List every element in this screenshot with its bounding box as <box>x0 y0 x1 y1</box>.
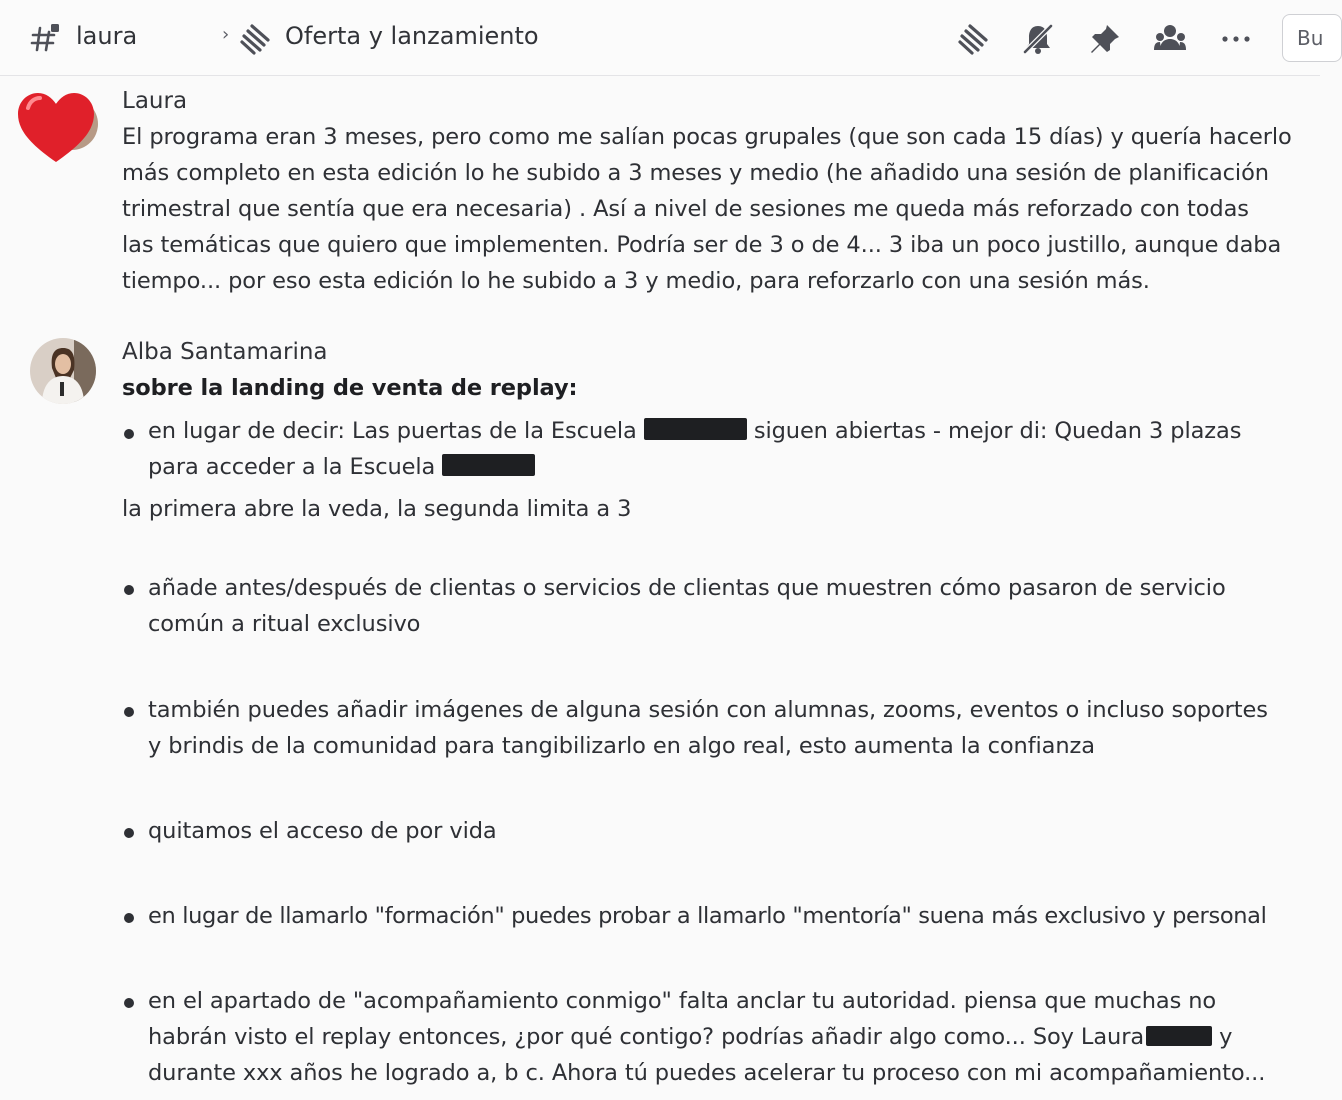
user-avatar[interactable] <box>30 338 96 404</box>
channel-name[interactable]: laura <box>76 22 138 50</box>
bullet-icon <box>124 707 134 717</box>
search-placeholder: Bu <box>1297 26 1324 50</box>
message-heading: sobre la landing de venta de replay: <box>122 375 578 401</box>
message-text-line: más completo en esta edición lo he subido a 3 meses y medio (he añadido una sesión de planificación <box>122 160 1269 186</box>
list-item: en lugar de llamarlo "formación" puedes probar a llamarlo "mentoría" suena más exclusivo y personal <box>148 903 1267 929</box>
breadcrumb-chevron-icon: › <box>222 24 230 45</box>
list-item: también puedes añadir imágenes de alguna sesión con alumnas, zooms, eventos o incluso soportes <box>148 697 1268 723</box>
notification-muted-icon[interactable] <box>1021 22 1055 56</box>
list-item: en lugar de decir: Las puertas de la Escuela siguen abiertas - mejor di: Quedan 3 plazas <box>148 418 1242 444</box>
threads-button-icon[interactable] <box>956 22 990 56</box>
redacted-block <box>1146 1026 1212 1046</box>
list-item-continuation: común a ritual exclusivo <box>148 611 421 637</box>
list-item-continuation: para acceder a la Escuela <box>148 454 535 480</box>
pin-icon[interactable] <box>1088 22 1122 56</box>
list-item-continuation: durante xxx años he logrado a, b c. Ahora tú puedes acelerar tu proceso con mi acompañamiento... <box>148 1060 1266 1086</box>
bullet-icon <box>124 998 134 1008</box>
bullet-icon <box>124 828 134 838</box>
thread-icon <box>238 22 272 56</box>
list-item-continuation: y brindis de la comunidad para tangibilizarlo en algo real, esto aumenta la confianza <box>148 733 1095 759</box>
message-author[interactable]: Alba Santamarina <box>122 339 328 365</box>
heart-avatar-icon[interactable] <box>14 88 98 166</box>
more-options-icon[interactable] <box>1219 22 1253 56</box>
list-item-continuation: habrán visto el replay entonces, ¿por qué contigo? podrías añadir algo como... Soy Laura y <box>148 1024 1233 1050</box>
channel-hash-icon <box>30 22 62 54</box>
search-input[interactable] <box>1282 14 1342 62</box>
list-item: añade antes/después de clientas o servicios de clientas que muestren cómo pasaron de servicio <box>148 575 1226 601</box>
redacted-block <box>442 454 535 476</box>
message-text-line: tiempo... por eso esta edición lo he subido a 3 y medio, para reforzarlo con una sesión más. <box>122 268 1150 294</box>
bullet-icon <box>124 585 134 595</box>
channel-header <box>0 0 1324 76</box>
bullet-icon <box>124 913 134 923</box>
message-text-line: trimestral que sentía que era necesaria) . Así a nivel de sesiones me queda más reforzado con todas <box>122 196 1249 222</box>
thread-title[interactable]: Oferta y lanzamiento <box>285 22 539 50</box>
list-item: quitamos el acceso de por vida <box>148 818 497 844</box>
bullet-icon <box>124 429 134 439</box>
message-text-line: las temáticas que quiero que implementen. Podría ser de 3 o de 4... 3 iba un poco justillo, aunque daba <box>122 232 1282 258</box>
member-list-icon[interactable] <box>1153 22 1187 56</box>
redacted-block <box>644 418 747 440</box>
message-text-line: la primera abre la veda, la segunda limita a 3 <box>122 496 632 522</box>
list-item: en el apartado de "acompañamiento conmigo" falta anclar tu autoridad. piensa que muchas no <box>148 988 1217 1014</box>
message-text-line: El programa eran 3 meses, pero como me salían pocas grupales (que son cada 15 días) y quería hacerlo <box>122 124 1292 150</box>
message-author[interactable]: Laura <box>122 88 188 114</box>
